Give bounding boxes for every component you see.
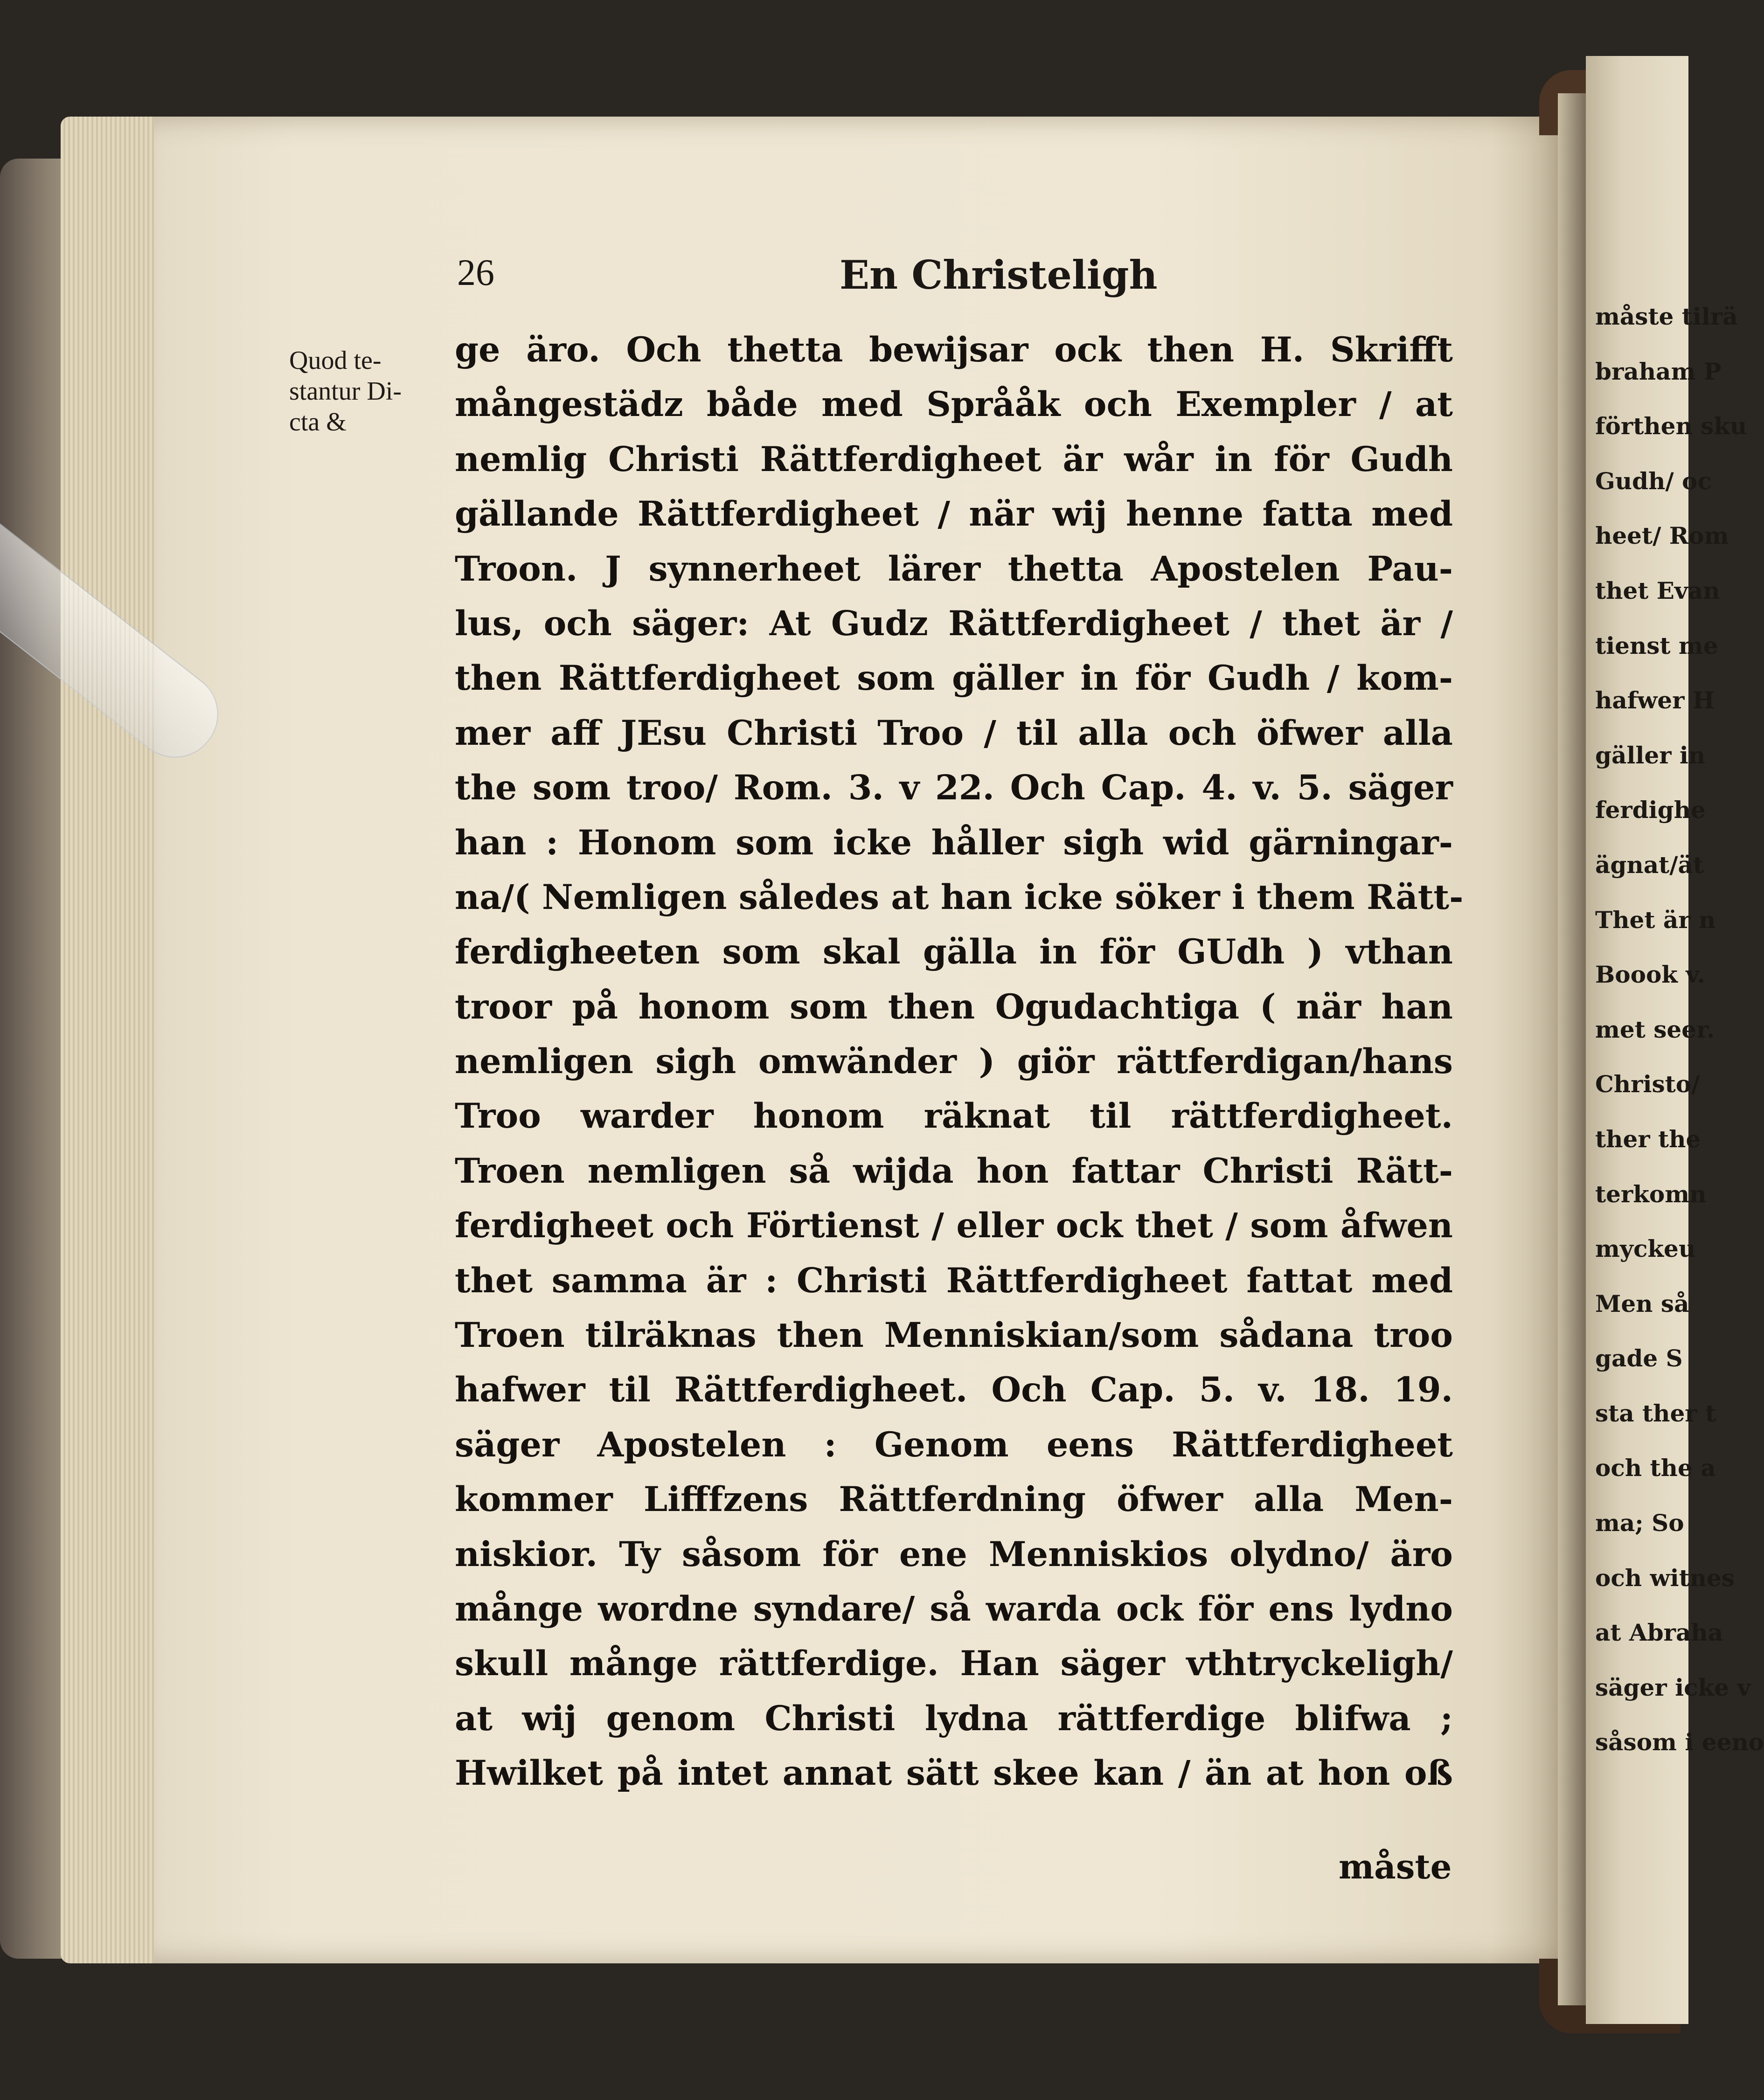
next-page-line: heet/ Rom (1595, 522, 1729, 550)
margin-note (289, 345, 429, 437)
text-line: niskior. Ty såsom för ene Menniskios olydno/ äro (455, 1534, 1453, 1574)
next-page-line: Gudh/ oc (1595, 467, 1712, 495)
next-page-line: och the a (1595, 1454, 1716, 1482)
text-line: then Rättferdigheet som gäller in för Gudh / kom- (455, 658, 1453, 699)
next-page-line: thet Evan (1595, 576, 1720, 604)
next-page-line: ma; So (1595, 1509, 1684, 1537)
margin-note-line: Quod te- (289, 346, 382, 375)
next-page-line: förthen sku (1595, 412, 1747, 440)
next-page-line: tienst me (1595, 631, 1718, 659)
text-line: ge äro. Och thetta bewijsar ock then H. Skrifft (455, 330, 1453, 370)
text-line: Troen nemligen så wijda hon fattar Christi Rätt- (455, 1150, 1453, 1191)
next-page-text (1595, 289, 1764, 1770)
text-line: ferdigheeten som skal gälla in för GUdh ) vthan (455, 932, 1453, 972)
text-line: gällande Rättferdigheet / när wij henne fatta med (455, 494, 1453, 534)
margin-note-line: cta & (289, 408, 347, 437)
page-header (457, 252, 1460, 308)
text-line: at wij genom Christi lydna rättferdige blifwa ; (455, 1698, 1453, 1739)
next-page-line: met seer. (1595, 1015, 1715, 1043)
text-line: the som troo/ Rom. 3. v 22. Och Cap. 4. v. 5. säger (455, 768, 1453, 808)
next-page-line: och witnes (1595, 1564, 1735, 1592)
text-line: Troen tilräknas then Menniskian/som sådana troo (455, 1315, 1453, 1356)
text-line: säger Apostelen : Genom eens Rättferdigheet (455, 1424, 1453, 1465)
next-page-line: Thet är n (1595, 906, 1716, 934)
next-page-line: ägnat/ät (1595, 851, 1704, 879)
text-line: troor på honom som then Ogudachtiga ( när han (455, 986, 1453, 1027)
running-head: En Christeligh (840, 252, 1158, 298)
text-line: lus, och säger: At Gudz Rättferdigheet / thet är / (455, 603, 1453, 644)
text-line: Troo warder honom räknat til rättferdigheet. (455, 1096, 1453, 1137)
page-number: 26 (457, 252, 494, 293)
next-page-line: gäller in (1595, 741, 1706, 769)
next-page-line: terkomn (1595, 1180, 1707, 1208)
text-line: Hwilket på intet annat sätt skee kan / än at hon oß (455, 1753, 1453, 1794)
next-page-line: såsom i eeno (1595, 1728, 1764, 1756)
text-line: månge wordne syndare/ så warda ock för ens lydno (455, 1588, 1453, 1629)
text-line: nemlig Christi Rättferdigheet är wår in för Gudh (455, 439, 1453, 479)
next-page-line: måste tilrä (1595, 303, 1738, 330)
text-line: kommer Lifffzens Rättferdning öfwer alla Men- (455, 1479, 1453, 1520)
text-line: skull månge rättferdige. Han säger vthtryckeligh/ (455, 1643, 1453, 1684)
catchword: måste (1339, 1847, 1452, 1886)
text-line: na/( Nemligen således at han icke söker i them Rätt- (455, 877, 1464, 917)
next-page-line: at Abraha (1595, 1619, 1723, 1647)
next-page-line: hafwer H (1595, 686, 1715, 714)
next-page-line: sta ther t (1595, 1399, 1716, 1427)
next-page-line: gade S (1595, 1345, 1683, 1372)
text-line: nemligen sigh omwänder ) giör rättferdigan/hans (455, 1041, 1453, 1082)
margin-note-line: stantur Di- (289, 377, 402, 406)
next-page-line: ferdighe (1595, 796, 1706, 824)
text-line: mångestädz både med Språåk och Exempler / at (455, 384, 1453, 425)
next-page-line: Men så (1595, 1289, 1689, 1317)
text-line: mer aff JEsu Christi Troo / til alla och öfwer alla (455, 713, 1453, 753)
text-line: thet samma är : Christi Rättferdigheet fattat med (455, 1260, 1453, 1301)
text-line: hafwer til Rättferdigheet. Och Cap. 5. v. 18. 19. (455, 1370, 1453, 1410)
body-text (455, 323, 1464, 1801)
next-page-line: Christo/ (1595, 1070, 1700, 1098)
next-page-line: ther the (1595, 1125, 1701, 1153)
next-page-line: Boook v. (1595, 961, 1705, 989)
text-line: Troon. J synnerheet lärer thetta Apostelen Pau- (455, 548, 1453, 589)
text-line: han : Honom som icke håller sigh wid gärningar- (455, 822, 1453, 863)
next-page-line: braham P (1595, 357, 1722, 385)
next-page-line: myckeu (1595, 1235, 1696, 1263)
page-stack-edge (61, 117, 168, 1963)
text-line: ferdigheet och Förtienst / eller ock thet / som åfwen (455, 1206, 1453, 1246)
next-page-line: säger icke v (1595, 1673, 1751, 1701)
